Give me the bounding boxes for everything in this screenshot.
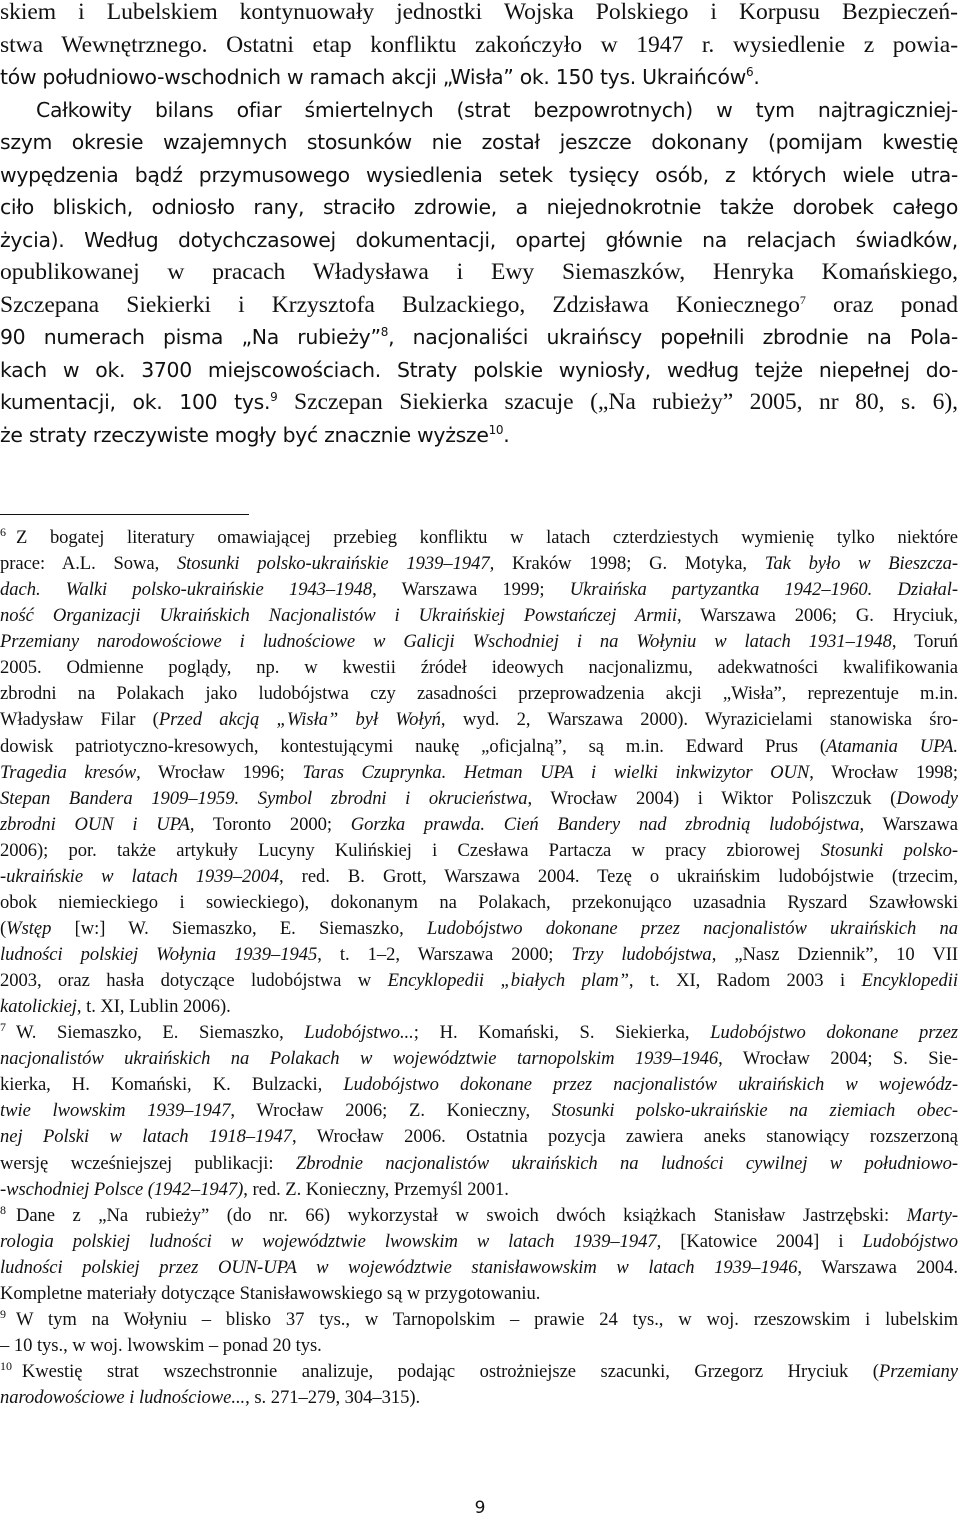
footnote-line: wersję wcześniejszej publikacji: Zbrodnie nacjonalistów ukraińskich na ludności cywilnej w południowo- [0,1152,958,1174]
footnote-9: $^9$ W tym na Wołyniu – blisko 37 tys., w Tarnopolskim – prawie 24 tys., w woj. rzeszowskim i lubelskim [0,1306,958,1330]
text-line: Szczepana Siekierki i Krzysztofa Bulzackiego, Zdzisława Koniecznego$^7$ oraz ponad [0,291,958,318]
text-line: 90 numerach pisma „Na rubieży”$^8$, nacjonaliści ukraińscy popełnili zbrodnie na Pola- [0,325,958,349]
footnote-line: zbrodni OUN i UPA, Toronto 2000; Gorzka prawda. Cień Bandery nad zbrodnią ludobójstwa, Warszawa [0,813,958,835]
footnote-line: kierka, H. Komański, K. Bulzacki, Ludobójstwo dokonane przez nacjonalistów ukraińskich w wojewódz- [0,1074,958,1096]
footnote-line: obok niemieckiego i sowieckiego), dokonanym na Polakach, przekonująco uzasadnia Ryszard Szawłowski [0,891,958,913]
footnote-ref[interactable]: 6 [746,65,754,79]
footnote-line: – 10 tys., w woj. lwowskim – ponad 20 tys. [0,1334,322,1356]
footnote-8: $^8$ Dane z „Na rubieży” (do nr. 66) wykorzystał w swoich dwóch książkach Stanisław Jastrzębski: Marty- [0,1202,958,1226]
text-line: kach w ok. 3700 miejscowościach. Straty polskie wyniosły, według tejże niepełnej do- [0,357,958,382]
footnote-line: -ukraińskie w latach 1939–2004, red. B. Grott, Warszawa 2004. Tezę o ukraińskim ludobójstwie (trzecim, [0,865,958,887]
footnote-line: Władysław Filar (Przed akcją „Wisła” był Wołyń, wyd. 2, Warszawa 2000). Wyrazicielami stanowiska śro- [0,709,958,731]
text-line: tów południowo-wschodnich w ramach akcji „Wisła” ok. 150 tys. Ukraińców$^6$. [0,65,760,89]
footnote-line: 2005. Odmienne poglądy, np. w kwestii źródeł ideowych nacjonalizmu, adekwatności kwalifikowania [0,657,958,679]
text-line: życia). Według dotychczasowej dokumentacji, opartej głównie na relacjach świadków, [0,227,958,252]
text-line: opublikowanej w pracach Władysława i Ewy Siemaszków, Henryka Komańskiego, [0,259,958,285]
footnote-ref[interactable]: 9 [270,390,278,404]
footnote-line: nej Polski w latach 1918–1947, Wrocław 2006. Ostatnia pozycja zawiera aneks stanowiący rozszerzoną [0,1126,958,1148]
text-line: wypędzenia bądź przymusowego wysiedlenia setek tysięcy osób, z których wiele utra- [0,162,958,187]
footnote-ref[interactable]: 7 [799,292,806,307]
footnote-line: narodowościowe i ludnościowe..., s. 271–279, 304–315). [0,1387,421,1409]
text-line: ciło bliskich, odniosło rany, straciło zdrowie, a niejednokrotnie także dorobek całego [0,195,958,219]
footnote-line: katolickiej, t. XI, Lublin 2006). [0,996,231,1018]
footnote-line: dowisk patriotyczno-kresowych, kontestującymi naukę „oficjalną”, są m.in. Edward Prus (Atamania UPA. [0,735,958,757]
footnote-line: rologia polskiej ludności w województwie lwowskim w latach 1939–1947, [Katowice 2004] i Ludobójstwo [0,1230,958,1252]
body-text [0,0,958,451]
footnote-10: $^{10}$ Kwestię strat wszechstronnie analizuje, podając ostrożniejsze szacunki, Grzegorz Hryciuk (Przemiany [0,1359,958,1382]
footnote-line: prace: A.L. Sowa, Stosunki polsko-ukraińskie 1939–1947, Kraków 1998; G. Motyka, Tak było w Bieszcza- [0,553,958,575]
footnote-line: Tragedia kresów, Wrocław 1996; Taras Czuprynka. Hetman UPA i wielki inkwizytor OUN, Wrocław 1998; [0,761,958,783]
footnote-line: nacjonalistów ukraińskich na Polakach w województwie tarnopolskim 1939–1946, Wrocław 2004; S. Sie- [0,1048,958,1070]
footnote-line: 2003, oraz hasła dotyczące ludobójstwa w Encyklopedii „białych plam”, t. XI, Radom 2003 i Encyklopedii [0,970,958,992]
footnote-separator [0,514,249,515]
footnote-number: 9 [0,1306,6,1321]
footnote-line: Stepan Bandera 1909–1959. Symbol zbrodni i okrucieństwa, Wrocław 2004) i Wiktor Poliszczuk (Dowody [0,787,958,809]
text-line: Całkowity bilans ofiar śmiertelnych (strat bezpowrotnych) w tym najtragiczniej- [36,97,958,122]
footnote-number: 6 [0,525,6,539]
footnote-line: dach. Walki polsko-ukraińskie 1943–1948, Warszawa 1999; Ukraińska partyzantka 1942–1960. Działal- [0,579,958,601]
text-line: że straty rzeczywiste mogły być znacznie wyższe$^{10}$. [0,422,510,447]
footnote-number: 10 [0,1359,12,1373]
footnote-line: ludności polskiej przez OUN-UPA w województwie stanisławowskim w latach 1939–1946, Warszawa 2004. [0,1256,958,1278]
footnote-line: ność Organizacji Ukraińskich Nacjonalistów i Ukraińskiej Powstańczej Armii, Warszawa 2006; G. Hryciuk, [0,605,958,627]
page-number: 9 [474,1498,486,1518]
footnote-number: 8 [0,1202,6,1217]
footnote-7: $^7$ W. Siemaszko, E. Siemaszko, Ludobójstwo...; H. Komański, S. Siekierka, Ludobójstwo dokonane przez [0,1020,958,1044]
footnote-ref[interactable]: 10 [488,422,504,437]
footnote-line: twie lwowskim 1939–1947, Wrocław 2006; Z. Konieczny, Stosunki polsko-ukraińskie na ziemiach obec- [0,1100,958,1122]
footnotes [0,525,958,1411]
text-line: stwa Wewnętrznego. Ostatni etap konfliktu zakończyło w 1947 r. wysiedlenie z powia- [0,31,958,58]
footnote-6: $^6$ Z bogatej literatury omawiającej przebieg konfliktu w latach czterdziestych wymienię tylko niektóre [0,525,958,548]
footnote-number: 7 [0,1020,6,1035]
footnote-line: ludności polskiej Wołynia 1939–1945, t. 1–2, Warszawa 2000; Trzy ludobójstwa, „Nasz Dziennik”, 10 VII [0,944,958,965]
footnote-line: Kompletne materiały dotyczące Stanisławowskiego są w przygotowaniu. [0,1282,541,1304]
footnote-ref[interactable]: 8 [380,325,389,339]
text-line: kumentacji, ok. 100 tys.$^9$ Szczepan Siekierka szacuje („Na rubieży” 2005, nr 80, s. 6), [0,389,958,415]
text-line: szym okresie wzajemnych stosunków nie został jeszcze dokonany (pomijam kwestię [0,130,958,154]
footnote-line: Przemiany narodowościowe i ludnościowe w Galicji Wschodniej i na Wołyniu w latach 1931–1948, Toruń [0,631,958,653]
text-line: skiem i Lubelskiem kontynuowały jednostki Wojska Polskiego i Korpusu Bezpieczeń- [0,0,958,25]
footnote-line: -wschodniej Polsce (1942–1947), red. Z. Konieczny, Przemyśl 2001. [0,1178,509,1200]
footnote-line: (Wstęp [w:] W. Siemaszko, E. Siemaszko, Ludobójstwo dokonane przez nacjonalistów ukraińskich na [0,917,958,939]
footnote-line: 2006); por. także artykuły Lucyny Kulińskiej i Czesława Partacza w pracy zbiorowej Stosunki polsko- [0,839,958,861]
footnote-line: zbrodni na Polakach jako ludobójstwa czy zasadności przeprowadzenia akcji „Wisła”, reprezentuje m.in. [0,683,958,705]
